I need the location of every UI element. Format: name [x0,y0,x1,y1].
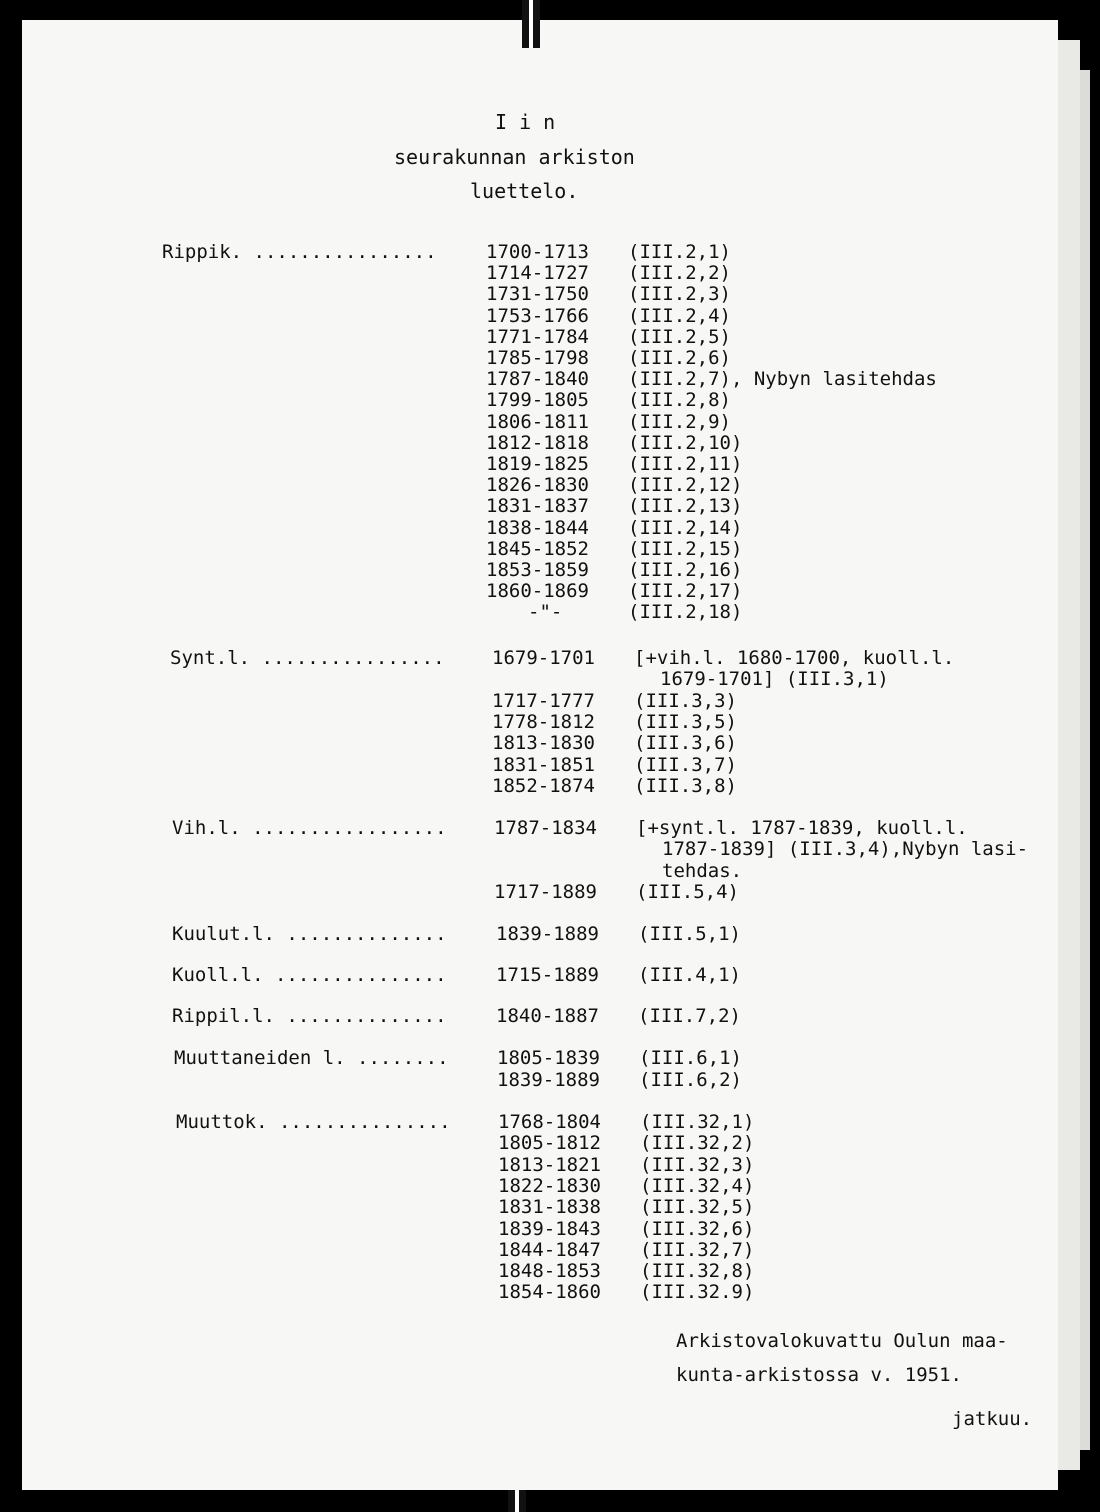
entry-reference: (III.3,7) [634,754,737,776]
entry-years: 1771-1784 [486,326,589,348]
entry-reference: (III.6,1) [639,1047,742,1069]
entry-reference: (III.2,15) [628,538,743,560]
entry-reference: (III.32,6) [640,1218,755,1240]
entry-years: 1805-1812 [498,1132,601,1154]
entry-reference: [+synt.l. 1787-1839, kuoll.l. [636,817,968,839]
entry-years: 1840-1887 [496,1005,599,1027]
entry-reference: (III.4,1) [638,964,741,986]
section-label-muuttok: Muuttok. ............... [176,1111,451,1133]
entry-reference: (III.2,10) [628,432,743,454]
entry-years: 1854-1860 [498,1281,601,1303]
entry-reference: (III.2,18) [628,601,743,623]
entry-years: 1813-1821 [498,1154,601,1176]
entry-reference: tehdas. [662,860,743,882]
entry-reference: (III.3,8) [634,775,737,797]
section-label-rippil: Rippil.l. .............. [172,1005,447,1027]
entry-reference: (III.32,1) [640,1111,755,1133]
entry-reference: (III.3,6) [634,732,737,754]
entry-reference: [+vih.l. 1680-1700, kuoll.l. [634,647,955,669]
entry-reference: (III.2,1) [628,241,731,263]
entry-reference: (III.32,2) [640,1132,755,1154]
entry-years: 1805-1839 [497,1047,600,1069]
entry-years: 1813-1830 [492,732,595,754]
entry-reference: (III.2,13) [628,495,743,517]
entry-reference: (III.3,3) [634,690,737,712]
entry-years: 1822-1830 [498,1175,601,1197]
entry-years: 1806-1811 [486,411,589,433]
entry-reference: (III.5,1) [638,923,741,945]
entry-reference: (III.2,12) [628,474,743,496]
entry-reference: (III.6,2) [639,1069,742,1091]
entry-reference: (III.32,8) [640,1260,755,1282]
entry-reference: 1679-1701] (III.3,1) [660,668,889,690]
entry-years: 1731-1750 [486,283,589,305]
entry-reference: (III.32,7) [640,1239,755,1261]
entry-reference: (III.2,5) [628,326,731,348]
entry-years: 1839-1889 [496,923,599,945]
entry-years: 1844-1847 [498,1239,601,1261]
entry-years: 1717-1889 [494,881,597,903]
entry-years: 1848-1853 [498,1260,601,1282]
footer-line-2: kunta-arkistossa v. 1951. [676,1364,962,1386]
entry-years: 1768-1804 [498,1111,601,1133]
entry-reference: (III.2,8) [628,389,731,411]
entry-years: 1785-1798 [486,347,589,369]
entry-reference: (III.2,3) [628,283,731,305]
entry-reference: (III.2,9) [628,411,731,433]
section-label-vih: Vih.l. ................. [172,817,447,839]
entry-years: 1860-1869 [486,580,589,602]
title-line-3: luettelo. [470,179,579,203]
entry-reference: (III.2,16) [628,559,743,581]
entry-years: 1679-1701 [492,647,595,669]
entry-years: -"- [528,601,563,623]
entry-years: 1839-1843 [498,1218,601,1240]
entry-reference: (III.2,7), Nybyn lasitehdas [628,368,937,390]
footer-continues: jatkuu. [952,1408,1033,1430]
section-label-kuulut: Kuulut.l. .............. [172,923,447,945]
entry-years: 1831-1837 [486,495,589,517]
entry-reference: (III.2,14) [628,517,743,539]
entry-reference: (III.5,4) [636,881,739,903]
section-label-synt: Synt.l. ................ [170,647,445,669]
entry-years: 1717-1777 [492,690,595,712]
entry-reference: (III.2,2) [628,262,731,284]
entry-reference: (III.7,2) [638,1005,741,1027]
entry-years: 1852-1874 [492,775,595,797]
entry-years: 1799-1805 [486,389,589,411]
entry-reference: (III.32,3) [640,1154,755,1176]
footer-line-1: Arkistovalokuvattu Oulun maa- [676,1330,1008,1352]
entry-reference: (III.32,5) [640,1196,755,1218]
entry-years: 1715-1889 [496,964,599,986]
entry-years: 1839-1889 [497,1069,600,1091]
entry-reference: (III.32.9) [640,1281,755,1303]
entry-reference: (III.2,11) [628,453,743,475]
entry-years: 1787-1840 [486,368,589,390]
entry-reference: (III.2,17) [628,580,743,602]
entry-years: 1853-1859 [486,559,589,581]
entry-years: 1812-1818 [486,432,589,454]
entry-years: 1714-1727 [486,262,589,284]
entry-years: 1819-1825 [486,453,589,475]
entry-years: 1826-1830 [486,474,589,496]
entry-reference: (III.32,4) [640,1175,755,1197]
entry-reference: (III.3,5) [634,711,737,733]
entry-years: 1700-1713 [486,241,589,263]
entry-reference: 1787-1839] (III.3,4),Nybyn lasi- [662,838,1029,860]
section-label-kuoll: Kuoll.l. ............... [172,964,447,986]
entry-years: 1753-1766 [486,305,589,327]
entry-years: 1831-1838 [498,1196,601,1218]
binding-clip-bottom [508,1490,526,1512]
entry-years: 1787-1834 [494,817,597,839]
entry-years: 1778-1812 [492,711,595,733]
entry-reference: (III.2,6) [628,347,731,369]
title-line-1: I i n [495,110,556,134]
section-label-muuttaneiden: Muuttaneiden l. ........ [174,1047,449,1069]
entry-years: 1831-1851 [492,754,595,776]
entry-reference: (III.2,4) [628,305,731,327]
section-label-rippik: Rippik. ................ [162,241,437,263]
entry-years: 1845-1852 [486,538,589,560]
title-line-2: seurakunnan arkiston [394,145,635,169]
entry-years: 1838-1844 [486,517,589,539]
binding-clip-top [522,0,540,48]
